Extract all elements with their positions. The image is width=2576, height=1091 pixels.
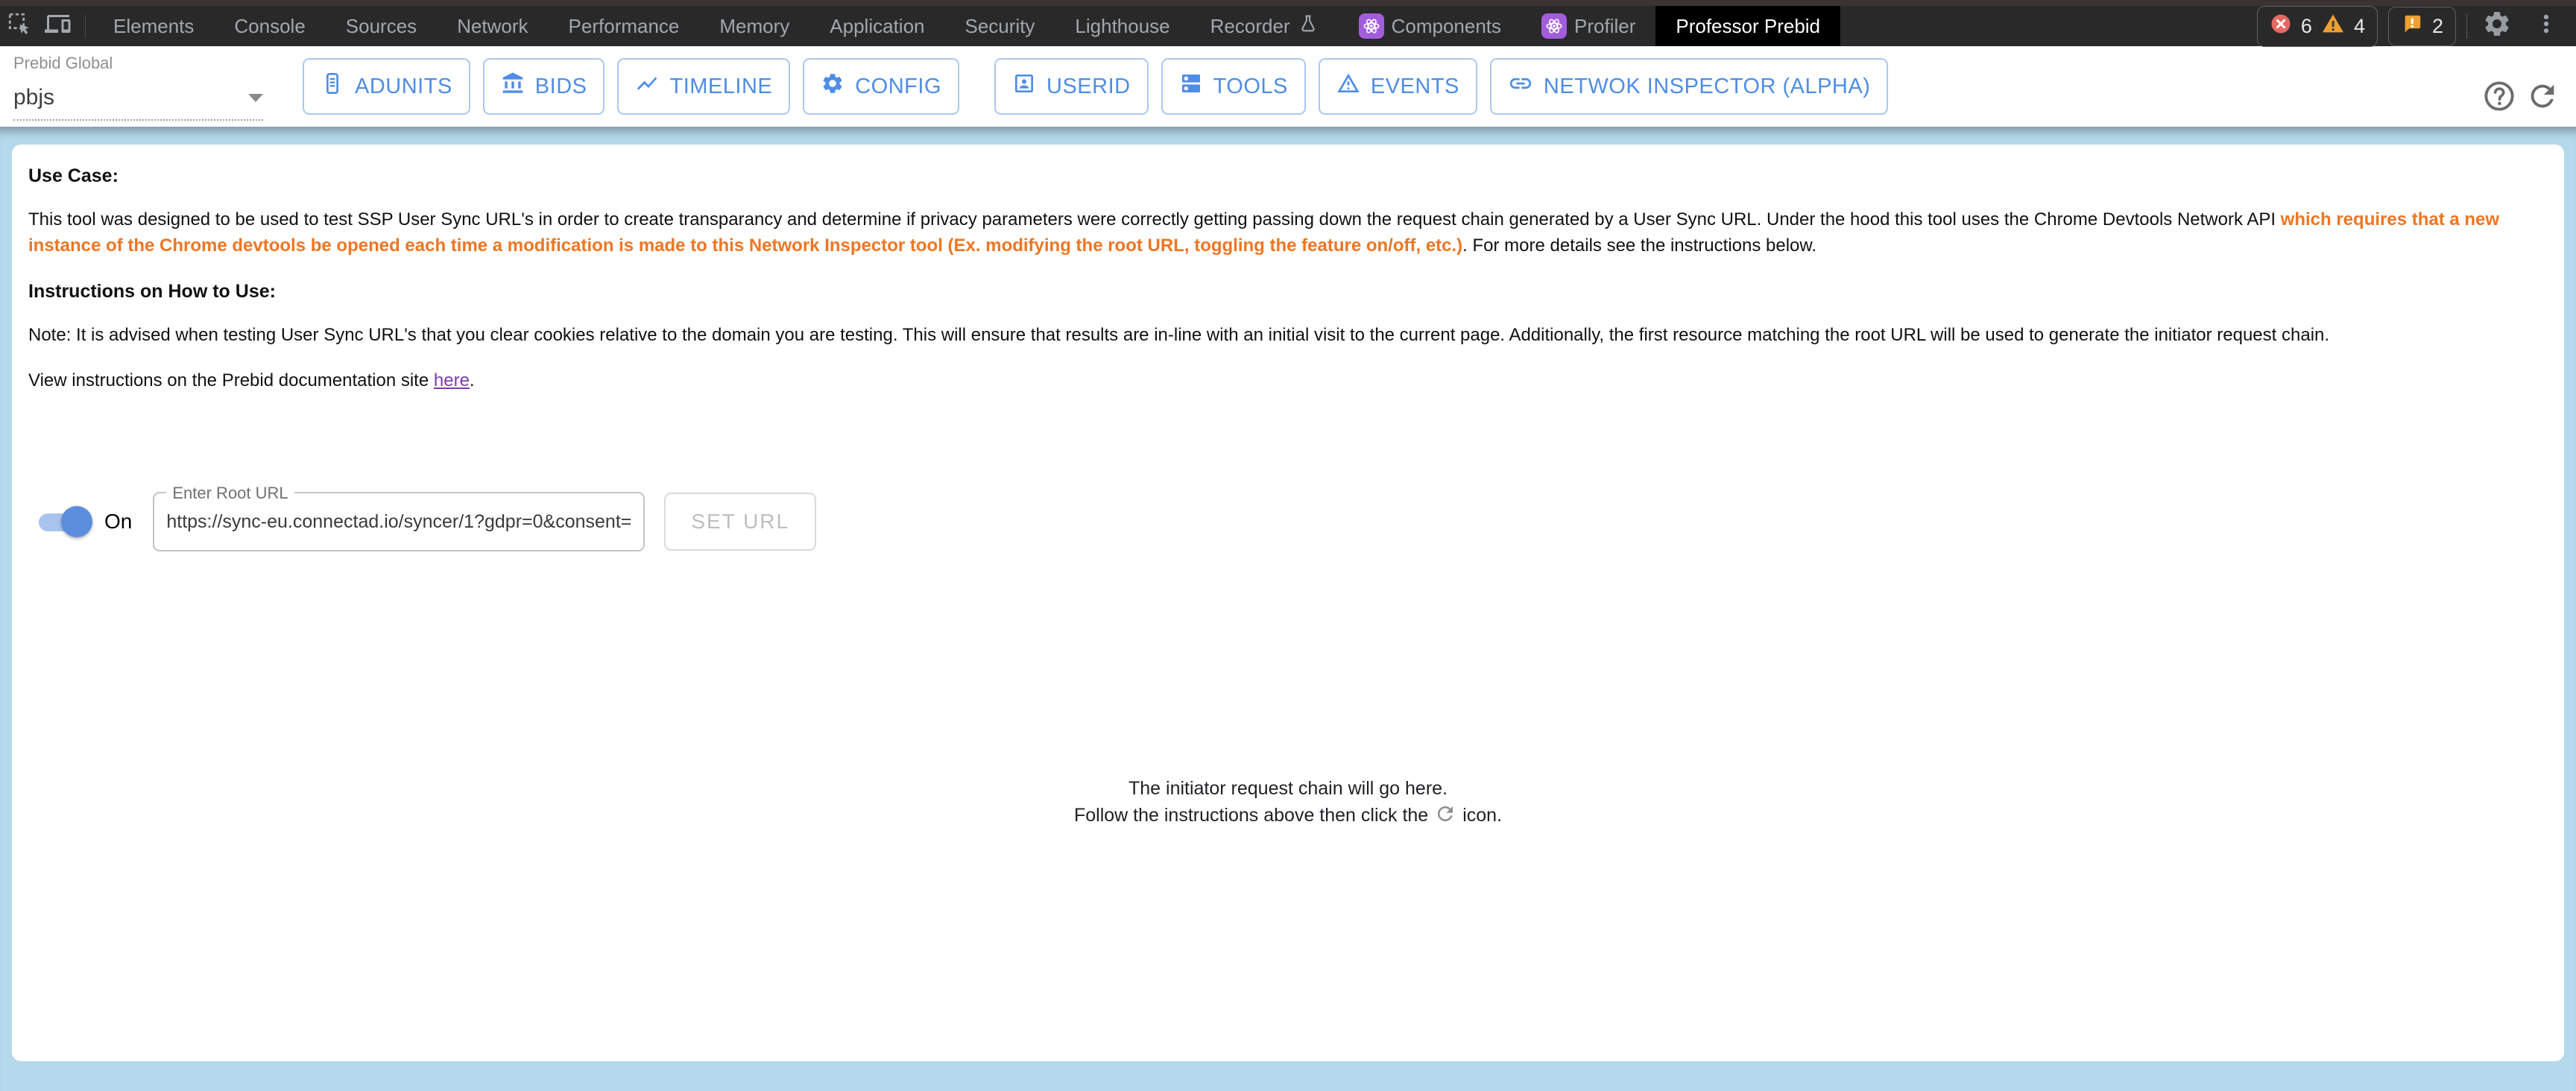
server-icon [1179,72,1203,101]
root-url-row [28,484,2548,553]
status-divider [2466,13,2467,39]
window-top-strip [0,0,2576,6]
tab-performance[interactable] [549,6,700,46]
refresh-button[interactable] [2525,79,2560,113]
error-icon [2270,13,2292,40]
config-button[interactable] [803,58,959,115]
tab-memory[interactable] [699,6,809,46]
button-label: CONFIG [855,74,942,98]
use-case-highlight: which requires that a new instance of the Chrome devtools be opened each time a modification is made to this Network Inspector tool (Ex. modifying the root URL, toggling the feature on/off, etc.) [28,209,2504,256]
network-inspector-button[interactable] [1490,58,1888,115]
note-text: Note: It is advised when testing User Sync URL's that you clear cookies relative to the domain you are testing. This will ensure that results are in-line with an initial visit to the current page. Additionally, the first resource matching the root URL will be used to generate the initiator request chain. [28,325,2330,345]
tab-profiler[interactable] [1521,6,1655,46]
inspect-element-button[interactable] [0,6,39,46]
button-label: ADUNITS [355,74,452,98]
tab-recorder[interactable] [1190,6,1339,46]
tab-label: Performance [568,14,680,37]
help-button[interactable] [2482,79,2516,113]
devtools-status-area [2257,6,2576,46]
tab-console[interactable] [214,6,325,46]
link-icon [1508,71,1533,102]
tab-label: Professor Prebid [1676,14,1821,37]
refresh-icon [1434,809,1456,829]
devtools-more-menu-button[interactable] [2527,11,2566,42]
flask-icon [1298,13,1319,39]
warning-icon [2321,12,2345,41]
use-case-paragraph [28,206,2548,259]
button-label: BIDS [534,74,587,98]
tab-sources[interactable] [326,6,437,46]
issues-icon [2401,13,2423,40]
atom-icon [1541,13,1567,39]
issues-count: 2 [2431,14,2443,37]
chart-icon [635,72,659,101]
button-label: TIMELINE [669,74,773,98]
tab-label: Memory [719,14,790,37]
tab-label: Profiler [1574,14,1636,37]
tab-label: Network [457,14,528,37]
devtools-settings-button[interactable] [2478,9,2516,44]
ad-units-icon [321,72,344,101]
documentation-link[interactable]: here [433,370,470,390]
issues-badge[interactable] [2388,7,2456,46]
view-instructions-prefix: View instructions on the Prebid documentation site [28,370,434,390]
view-instructions-line [28,367,2548,393]
placeholder-line1: The initiator request chain will go here. [1128,778,1448,799]
device-toolbar-icon [45,10,72,42]
tab-label: Recorder [1210,14,1290,37]
bids-button[interactable] [483,58,605,115]
instructions-heading: Instructions on How to Use: [28,281,276,302]
gear-icon [2482,9,2512,44]
use-case-text-end: . For more details see the instructions below. [1462,235,1817,256]
network-inspector-card [12,145,2564,1061]
tab-security[interactable] [945,6,1055,46]
initiator-chain-placeholder [28,775,2548,832]
tab-lighthouse[interactable] [1055,6,1190,46]
tab-label: Application [830,14,925,37]
toggle-thumb [61,506,92,537]
inspect-cursor-icon [7,11,32,42]
tab-components[interactable] [1339,6,1521,46]
tab-application[interactable] [809,6,944,46]
tools-button[interactable] [1161,58,1306,115]
tab-label: Console [234,14,306,37]
refresh-icon [2525,79,2560,113]
button-label: USERID [1046,74,1131,98]
placeholder-line2 [28,802,2548,832]
chevron-down-icon [248,94,263,102]
placeholder-line2-suffix: icon. [1462,805,1503,826]
prebid-global-select[interactable] [13,52,263,121]
console-status-badges[interactable] [2257,6,2378,47]
events-button[interactable] [1319,58,1477,115]
root-url-field-label: Enter Root URL [166,484,294,503]
tab-label: Elements [113,14,195,37]
inspector-toggle[interactable] [39,511,88,532]
tab-label: Components [1391,14,1502,37]
warning-icon [1336,72,1360,101]
use-case-heading: Use Case: [28,165,119,186]
button-label: TOOLS [1213,74,1288,98]
use-case-text: This tool was designed to be used to test SSP User Sync URL's in order to create transparancy and determine if privacy parameters were correctly getting passing down the request chain generated by a User Sync URL. Under the hood this tool uses the Chrome Devtools Network API [28,209,2281,230]
tab-professor-prebid[interactable] [1655,6,1840,46]
gear-icon [821,72,845,101]
devtools-tabbar [0,6,2576,46]
root-url-field [153,484,645,551]
atom-icon [1359,13,1384,39]
button-label: EVENTS [1370,74,1459,98]
warning-count: 4 [2353,14,2365,37]
tab-network[interactable] [437,6,548,46]
prebid-global-label: Prebid Global [13,54,113,72]
view-instructions-suffix: . [469,370,475,390]
prebid-global-value: pbjs [13,85,55,110]
root-url-input[interactable] [165,510,633,534]
tab-label: Lighthouse [1075,14,1170,37]
userid-button[interactable] [994,58,1149,115]
prebid-toolbar [0,46,2576,127]
network-inspector-panel [0,127,2576,1091]
button-label: NETWOK INSPECTOR (ALPHA) [1543,74,1871,98]
kebab-menu-icon [2534,11,2559,42]
set-url-button[interactable]: SET URL [664,493,816,551]
adunits-button[interactable] [303,58,470,115]
tab-label: Sources [345,14,417,37]
toggle-state-label: On [104,510,133,533]
error-count: 6 [2300,14,2312,37]
tabbar-divider [85,15,86,37]
tab-elements[interactable] [93,6,214,46]
bank-icon [501,72,525,101]
tab-label: Security [965,14,1035,37]
tabbar-spacer [1840,6,2257,46]
timeline-button[interactable] [617,58,790,115]
device-toolbar-button[interactable] [39,6,78,46]
placeholder-line2-prefix: Follow the instructions above then click the [1073,805,1429,826]
user-card-icon [1012,72,1036,101]
help-icon [2482,79,2516,113]
